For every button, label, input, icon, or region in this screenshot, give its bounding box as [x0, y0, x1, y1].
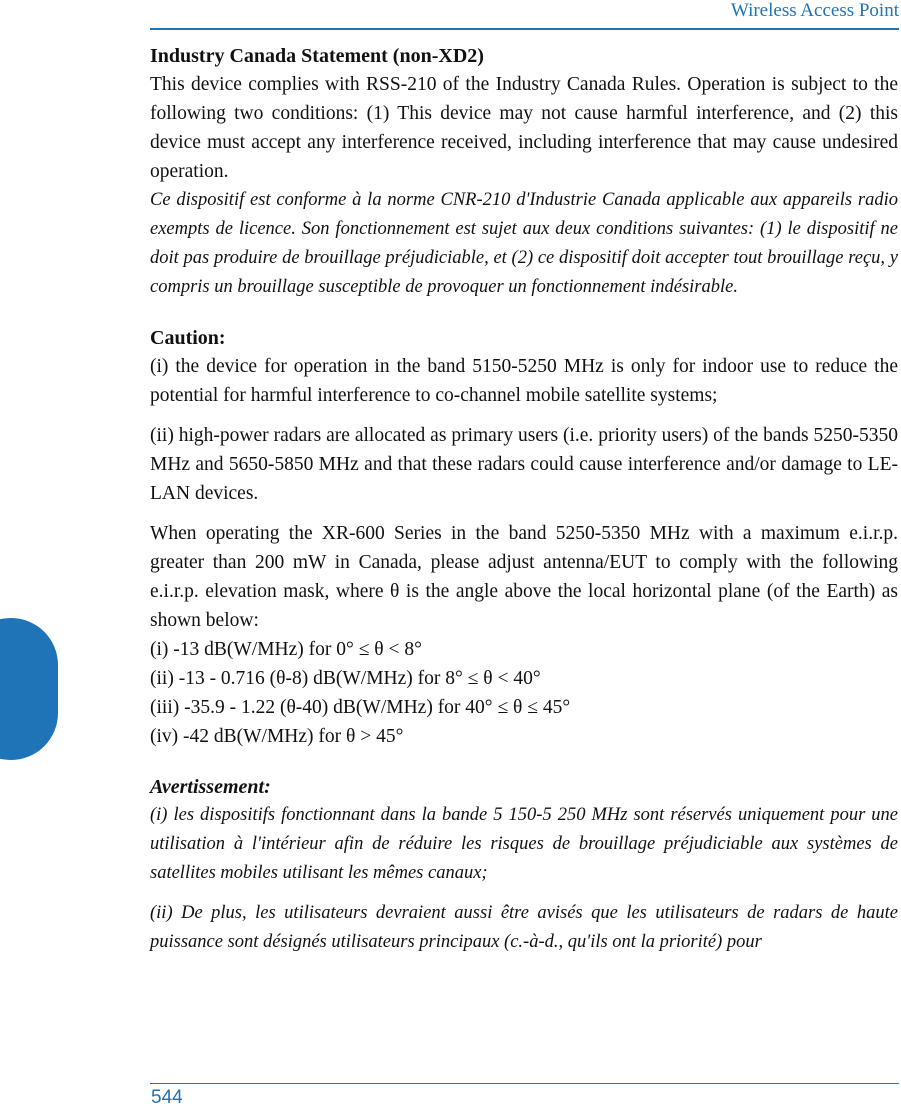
operating-paragraph: When operating the XR-600 Series in the band 5250-5350 MHz with a maximum e.i.r.p. greater than 200 mW in Canada, please adjust antenna/EUT to comply with the following e.i.r.p. elevation mask, where θ is the angle above the local horizontal plane (of the Earth) as shown below:	[150, 523, 898, 631]
avertissement-heading: Avertissement:	[150, 776, 271, 798]
ic-statement-french: Ce dispositif est conforme à la norme CNR-210 d'Industrie Canada applicable aux appareils radio exempts de licence. Son fonctionnement est sujet aux deux conditions suivantes: (1) le dispositif ne doit pas produire de brouillage préjudiciable, et (2) ce dispositif doit accepter tout brouillage reçu, y compris un brouillage susceptible de provoquer un fonctionnement indésirable.	[150, 190, 898, 297]
elevation-mask-list	[150, 635, 898, 751]
running-header-title: Wireless Access Point	[730, 0, 899, 21]
mask-item: (ii) -13 - 0.716 (θ-8) dB(W/MHz) for 8° ≤ θ < 40°	[150, 668, 541, 689]
footer-rule	[150, 1083, 899, 1084]
avertissement-item-ii: (ii) De plus, les utilisateurs devraient aussi être avisés que les utilisateurs de radars de haute puissance sont désignés utilisateurs principaux (c.-à-d., qu'ils ont la priorité) pour	[150, 903, 898, 952]
page-content	[150, 44, 898, 957]
caution-heading: Caution:	[150, 327, 226, 349]
caution-item-i: (i) the device for operation in the band 5150-5250 MHz is only for indoor use to reduce the potential for harmful interference to co-channel mobile satellite systems;	[150, 356, 898, 406]
mask-item: (iv) -42 dB(W/MHz) for θ > 45°	[150, 726, 404, 747]
mask-item: (iii) -35.9 - 1.22 (θ-40) dB(W/MHz) for 40° ≤ θ ≤ 45°	[150, 697, 571, 718]
mask-item: (i) -13 dB(W/MHz) for 0° ≤ θ < 8°	[150, 639, 422, 660]
ic-statement-heading: Industry Canada Statement (non-XD2)	[150, 45, 484, 67]
page-number: 544	[151, 1087, 183, 1108]
header-rule	[150, 28, 899, 30]
ic-statement-english: This device complies with RSS-210 of the Industry Canada Rules. Operation is subject to the following two conditions: (1) This device may not cause harmful interference, and (2) this device must accept any interference received, including interference that may cause undesired operation.	[150, 74, 898, 182]
caution-item-ii: (ii) high-power radars are allocated as primary users (i.e. priority users) of the bands 5250-5350 MHz and 5650-5850 MHz and that these radars could cause interference and/or damage to LE-LAN devices.	[150, 425, 898, 504]
avertissement-item-i: (i) les dispositifs fonctionnant dans la bande 5 150-5 250 MHz sont réservés uniquement pour une utilisation à l'intérieur afin de réduire les risques de brouillage préjudiciable aux systèmes de satellites mobiles utilisant les mêmes canaux;	[150, 805, 898, 883]
chapter-side-tab	[0, 618, 58, 760]
